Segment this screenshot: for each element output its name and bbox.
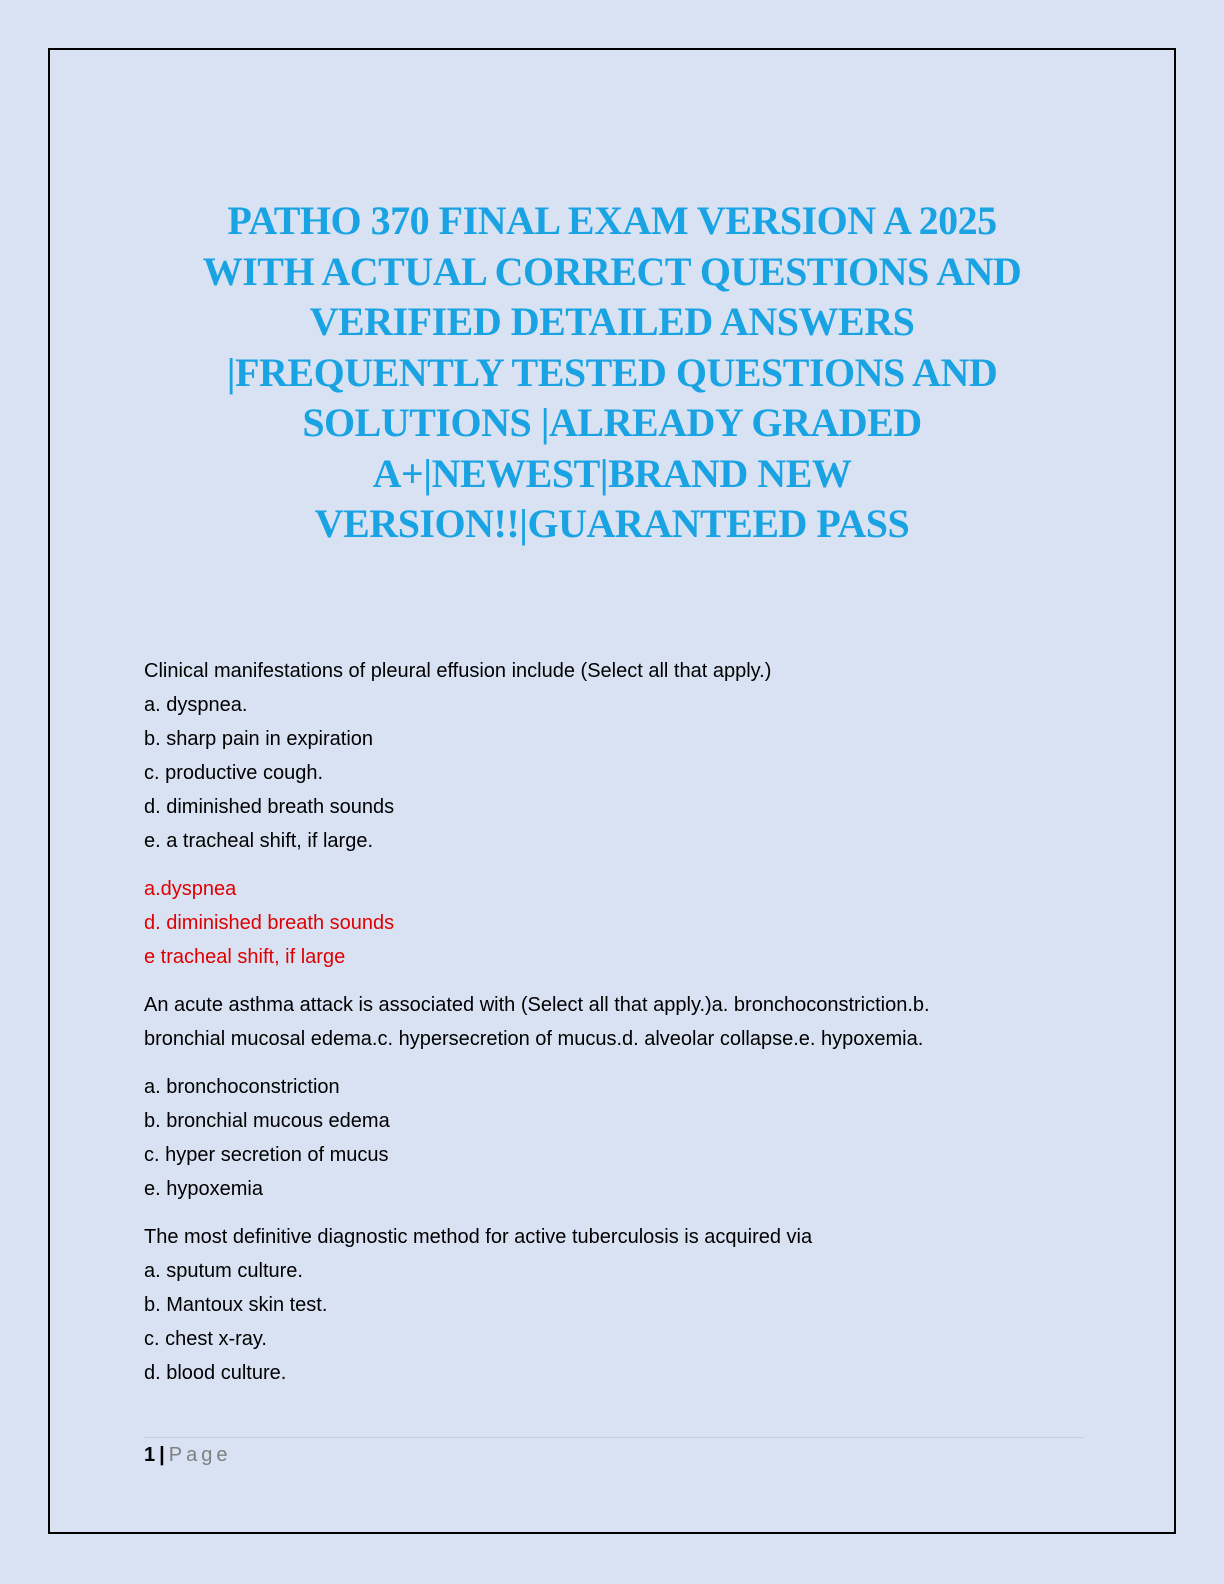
question-block-3	[144, 1220, 1084, 1390]
title-line: SOLUTIONS |ALREADY GRADED	[302, 400, 922, 445]
option-item: e. a tracheal shift, if large.	[144, 830, 374, 852]
footer-separator: |	[159, 1444, 165, 1466]
page-footer	[144, 1437, 1084, 1470]
document-title	[120, 196, 1104, 550]
question-block-1	[144, 654, 1084, 858]
answer-item: a.dyspnea	[144, 878, 237, 900]
page-number: 1	[144, 1444, 156, 1466]
option-item: b. Mantoux skin test.	[144, 1294, 328, 1316]
option-item: c. productive cough.	[144, 762, 323, 784]
answer-item: d. diminished breath sounds	[144, 912, 395, 934]
title-line: VERIFIED DETAILED ANSWERS	[309, 299, 915, 344]
answer-item: b. bronchial mucous edema	[144, 1110, 390, 1132]
document-body	[144, 654, 1084, 1390]
question-text: Clinical manifestations of pleural effusion include (Select all that apply.)	[144, 660, 772, 682]
answer-block-1	[144, 872, 1084, 974]
option-item: c. chest x-ray.	[144, 1328, 267, 1350]
title-line: WITH ACTUAL CORRECT QUESTIONS AND	[202, 248, 1022, 294]
title-line: VERSION!!|GUARANTEED PASS	[314, 501, 910, 546]
option-item: a. sputum culture.	[144, 1260, 303, 1282]
question-text: The most definitive diagnostic method for active tuberculosis is acquired via	[144, 1226, 813, 1248]
page-label: Page	[168, 1444, 232, 1466]
answer-item: c. hyper secretion of mucus	[144, 1144, 389, 1166]
question-text: bronchial mucosal edema.c. hypersecretion of mucus.d. alveolar collapse.e. hypoxemia.	[144, 1028, 924, 1050]
option-item: a. dyspnea.	[144, 694, 248, 716]
question-text: An acute asthma attack is associated with (Select all that apply.)a. bronchoconstriction.b.	[144, 994, 930, 1016]
title-line: A+|NEWEST|BRAND NEW	[372, 450, 852, 496]
answer-block-2	[144, 1070, 1084, 1206]
answer-item: a. bronchoconstriction	[144, 1076, 340, 1098]
answer-item: e tracheal shift, if large	[144, 946, 346, 968]
option-item: b. sharp pain in expiration	[144, 728, 374, 750]
title-line: |FREQUENTLY TESTED QUESTIONS AND	[226, 349, 998, 395]
option-item: d. blood culture.	[144, 1362, 287, 1384]
question-block-2	[144, 988, 1084, 1056]
answer-item: e. hypoxemia	[144, 1178, 263, 1200]
option-item: d. diminished breath sounds	[144, 796, 395, 818]
title-line: PATHO 370 FINAL EXAM VERSION A 2025	[227, 198, 997, 243]
